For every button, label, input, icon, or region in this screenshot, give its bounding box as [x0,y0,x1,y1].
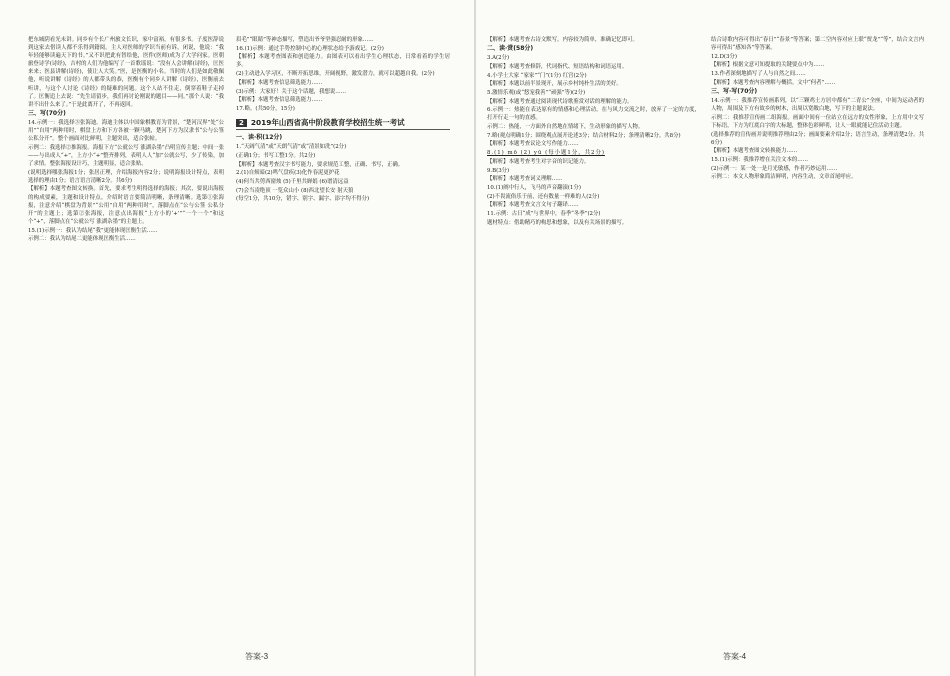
paragraph: 示例二：我认为结尾二更能体现匡衡生活…… [28,236,136,243]
paragraph: 15.(1)示例一：我认为结尾“我”更能体现匡衡生活…… [28,227,158,234]
paragraph: 题材特点：借助精巧的构思和想象，以及有关场景的描写。 [487,219,628,226]
paragraph: 【解析】本题考查信息筛选能力…… [236,97,323,104]
paragraph: (7)会当凌绝顶 一览众山小 (8)西北望长安 射天狼 [236,187,354,194]
paragraph: 【解析】本题考查图文转换。首先，要求考生明得选择的海报；其次，要说出海报的构成要素，主题和设计特点。介绍时语言要简洁明晰，条理清晰。选第①张海报，注意介绍“棋盘为背景”“公用”自用“两种用时”，落脚点在“公与公签 公私分开”的主题上；选第②张海报，注意点出海报“上方小的‘+’”“一个一个”和这个“+”，落脚点在“公就公写 涨湖杂墨”的主题上。 [28,186,224,225]
section-heading: 三、写·写(70分) [711,87,758,95]
paragraph: 1.“天阔气清”或“天朗气清”或“清景如洗”(2分) [236,144,347,151]
paragraph: 【解析】本题考查词义理解…… [487,176,563,183]
paragraph: (每空1分，共10分，错字、别字、漏字、添字均不得分) [236,196,370,203]
paragraph: 【解析】本题考查古诗文默写。内容较为简单，准确记忆即可。 [487,37,638,43]
paragraph: 【解析】本题考查信息筛选能力…… [236,79,323,86]
left-column-2 [236,36,450,648]
paragraph: 示例二：本文人物形象简洁鲜明，内容生动，文章首尾呼应。 [711,174,857,181]
paragraph: 14.示例一：我选择③张海迪。海迪主体以中国象棋教育为背景，“楚河汉界”处“公用”“自用”两种用时，棋盘上方和下方各被一颗马跳，楚河下方为汉隶书“公与公签 公私分开”。整个画面对比鲜明，主题突出，适合张帖。 [28,119,224,143]
paragraph: 10.(1)阐中行人，飞马的声音翻滚(1分) [487,184,581,191]
paragraph: 【解析】本题考查修辞，代词指代、短语结构和词语运用。 [487,63,628,70]
exam-section-title: 2019年山西省高中阶段教育学校招生统一考试 [250,118,405,127]
paragraph: 【解析】本题考查通过阅读现代诗歌鉴赏对话的理解的能力。 [487,98,633,105]
paragraph: (4)何当共剪西窗烛 (5)千里共婵娟 (6)谱清远益 [236,178,349,185]
section-heading: 二、读·赏(58分) [487,45,534,53]
paragraph: 【解析】本题考查图文转换能力…… [711,148,798,155]
page-right [475,0,950,676]
section-number-badge: 2 [236,119,247,127]
paragraph: 结合诗歌内容可得出“春日”“春景”等答案；第二空内容对应上联“贾龙”“等”，结合文言内容可得出“感知各”等答案。 [711,37,924,52]
paragraph: 【解析】本题考查图表和创造能力。由图表可以看出学生心理状态，日常看着的学生居多。 [236,54,450,69]
section-heading: 一、读·积(12分) [236,134,283,142]
exam-section-banner [236,119,450,130]
right-column-1 [487,36,700,648]
paragraph: 【解析】根据文意可知提取的关键要点中为…… [711,62,825,69]
paragraph: 【解析】本题考查考生对字音的识记能力。 [487,158,590,165]
paragraph: 9.B(3分) [487,167,510,174]
paragraph: (2)不畏流俗乐于前，还有数量一样难的人(2分) [487,193,600,200]
paragraph: 6.示例一：热能在表达原有的情感和心理活动，在与风力交流之时，放弃了一定的力度，打开行走一句的直感。 [487,107,700,122]
paragraph: (说明选择哪张海报1分；张居正理，介绍海报内容2分；说明海报设计特点，表明选择的理由1分；语言语言清晰2分。共6分) [28,169,224,184]
paragraph: 【解析】本题考查文言文句子翻译…… [487,202,579,209]
section-heading: 三、写(70分) [28,109,66,117]
page-footer-left: 答案-3 [245,652,269,661]
paragraph: 示例二：热能，一方面外自然地在情绪下，生动形象的描写人物。 [487,124,644,131]
paragraph: 【解析】本题考查汉字书写能力，要求规范工整，正确、书写，正确。 [236,161,404,168]
paragraph: 16.(1)示例：通过手势控制中心的心理状态给予游戏记。(2分) [236,45,384,52]
paragraph: 【解析】本题考查内容理解与概括。文中“何者”…… [711,79,836,86]
paragraph: 12.D(3分) [711,53,737,60]
paragraph: 示例二：我选择②推海报。海报下方“公就公写 涨湖杂墨”凸明宣传主题；中间一张——与出成人“+”，上方小“+”整齐排列，表明人人“加”公就公写，少了传染，加了求情。整张海报设计巧，主题明显，适合张贴。 [28,144,224,167]
paragraph: 2.(1)自烦暗(2)鸣气盘疾(3)化作春泥更护花 [236,170,340,177]
page-footer-right: 答案-4 [723,652,747,661]
paragraph: 14.示例一：我推荐宣传画系列，以“三颗鸡士方居中都有“二青公”全座，中间为运动者的人物，周围及下方有故乡的树木，出周以宽敞白地，写下的主题说法。 [711,98,924,113]
paragraph: 13.作者深刻地描写了人与自然之间…… [711,71,806,78]
paragraph: 眉毛”“眼睛”等神态描写，塑造出爷爷坚强忍耐的形象…… [236,37,374,43]
paragraph: 11.示例：古日“成”与世界中，春季“冬季”(2分) [487,210,601,217]
paragraph: 【解析】本题以前半景现开，展示乡村纯朴生活的美好。 [487,81,622,88]
paragraph: (正确1分；书写工整1分。共2分) [236,152,316,159]
paragraph fill-blank: 8.(1) mō (2) yū (每小题1分，共2分) [487,150,605,157]
paragraph: 示例二：我推荐宣传画二组海报。画面中间有一位站立在远方的女性形象，上方用中文写下标语，下方为红底白字的大标题，整体色彩鲜明，让人一眼就能记住活动主题。 [711,114,924,129]
paragraph: 4.小学士大家 “家家”“门”(1分) 红宫(2分) [487,72,587,79]
paragraph: (选择推荐的宣传画并说明推荐理由2分；画面要素介绍2分；语言生动，条理清楚2分。共6分) [711,131,924,146]
paragraph: (2)示例一：某一处一是月光敏感，作者巧妙运用…… [711,165,838,172]
paragraph: 3.A(2分) [487,55,510,62]
paragraph: 【解析】本题考查议论文写作能力…… [487,141,579,148]
paragraph: (3)示例：大家好！关于这个话题，我想说…… [236,88,347,95]
paragraph: 17.略。(共50分，15分) [236,105,295,112]
paragraph: 5.激情乐观(或“悠宠我善”“顽强”等)(2分) [487,89,586,96]
paragraph: 15.(1)示例：我推荐增在关注文本的…… [711,157,809,164]
paragraph: (2)主动进入学习区，不断开拓思维，开阔视野，激发潜力，就可以超越自我。(2分) [236,71,435,78]
paragraph: 7.略(观点明确1分；围绕观点展开论述3分；结合材料2分；条理清晰2分。共8分) [487,132,681,139]
right-column-2 [711,36,924,648]
left-column-1 [28,36,224,648]
paragraph: 把东城阴看光未讲。同乡有个长广州旅文长识，家中富裕，有很多书。子度医辞说到这家去借读人都不乐得到籍阅。主人对医师的学识当前有诉，闭说，他说：“我年轻能够读遍天下的书。”又不识把此有智给他，医件(医师)成为了大学问家。医朝旅登诗学(诗经)，吉村的人们为他编写了一首歌谣说：“没有人会讲解(诗经)，匡医来来；医县讲解(诗经)，使让人大笑。”医，是医衡的小名。当时的人们是如此敬佩他，听说讲解《诗经》的人都带头的恭，医衡有个同乡人讲解《诗经》，医衡前去听讲，与这个人讨论《诗经》的疑难的问题。这个人站不住走，倒穿着鞋子走掉了。匡衡追上去说：“先生请留步，我们再讨论刚说的题目——同。”那个人说：“我讲不出什么来了。”于是此离开了，不再返回。 [28,37,224,108]
